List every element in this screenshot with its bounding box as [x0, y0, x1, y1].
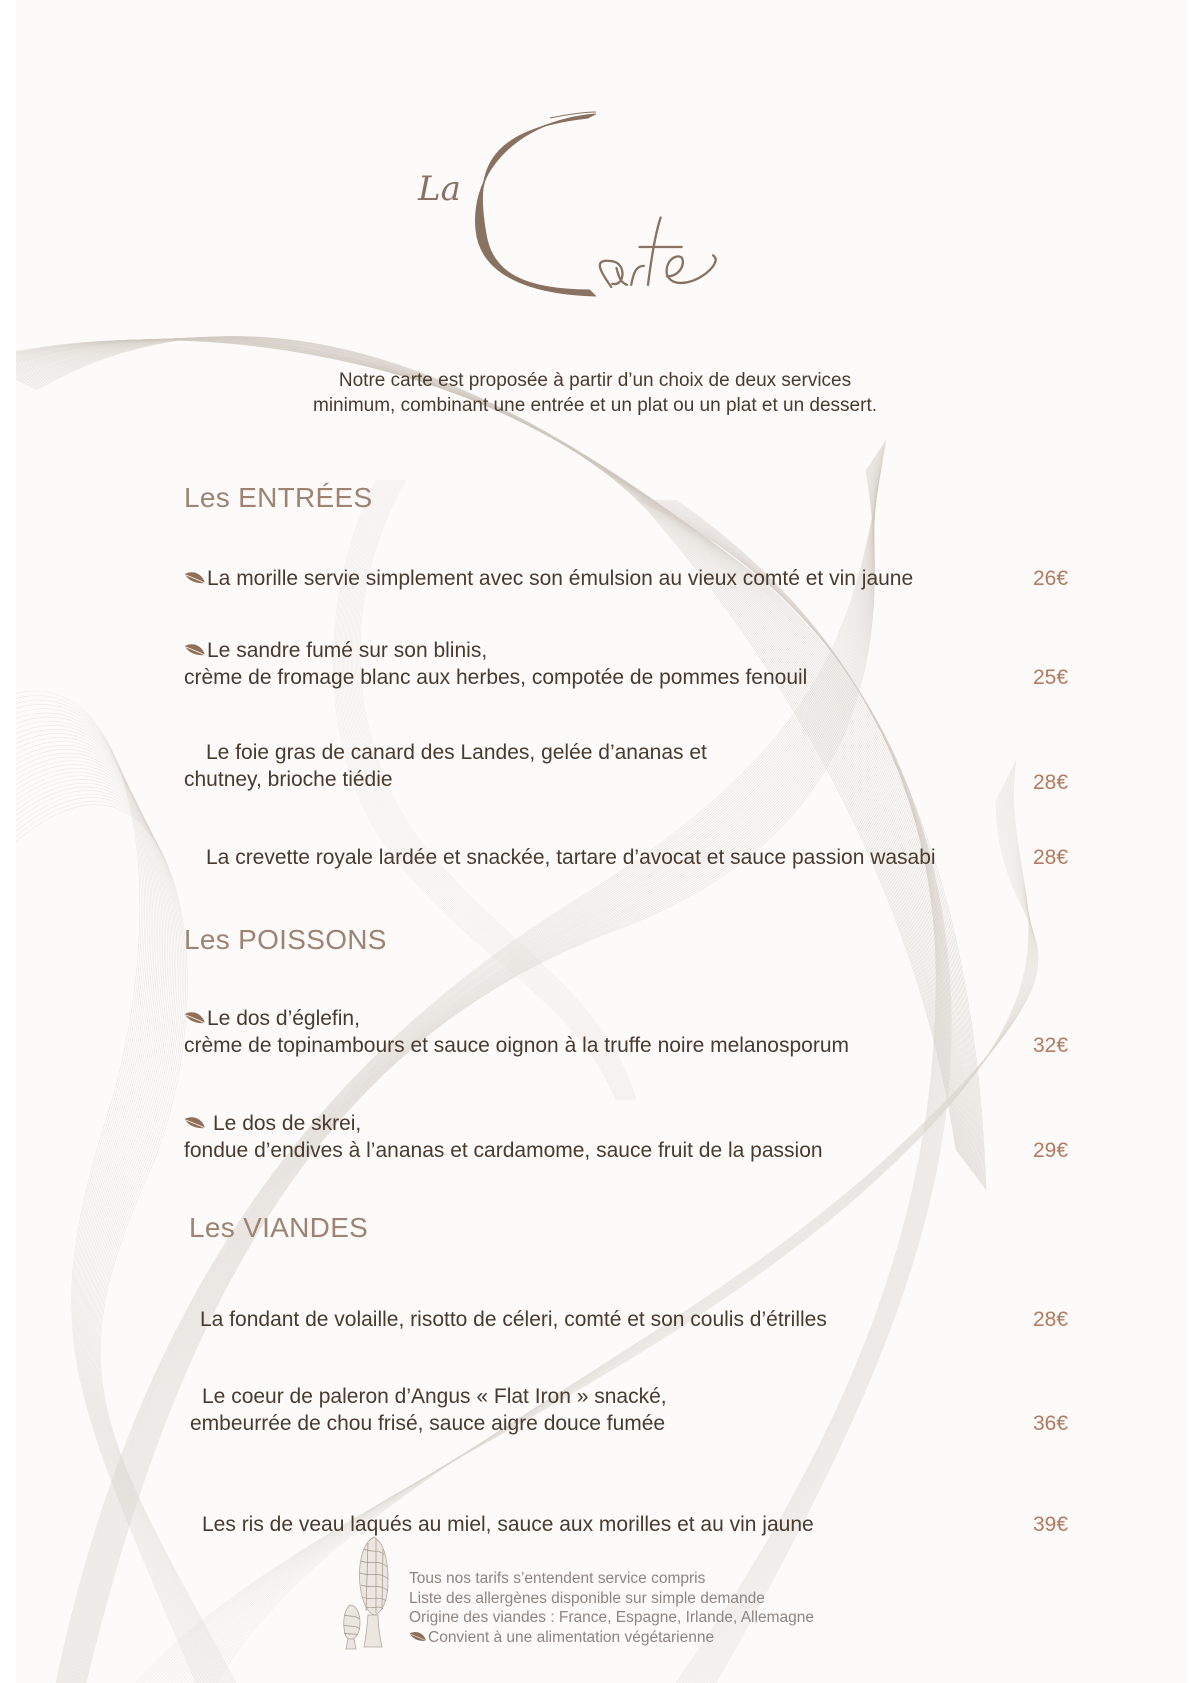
- footer-line-allergens: Liste des allergènes disponible sur simple demande: [409, 1589, 765, 1607]
- intro-line-2: minimum, combinant une entrée et un plat ou un plat et un dessert.: [313, 395, 877, 416]
- item-name: La crevette royale lardée et snackée, tartare d’avocat et sauce passion wasabi: [206, 846, 936, 869]
- item-name: La fondant de volaille, risotto de céleri, comté et son coulis d’étrilles: [200, 1308, 827, 1331]
- item-name: Le foie gras de canard des Landes, gelée d’ananas et: [206, 741, 707, 764]
- item-price: 39€: [1033, 1513, 1069, 1536]
- section-title-viandes: Les VIANDES: [189, 1212, 369, 1243]
- item-name: Le coeur de paleron d’Angus « Flat Iron » snacké,: [202, 1385, 667, 1408]
- item-name: Le dos d’églefin,: [207, 1007, 360, 1030]
- item-description: crème de fromage blanc aux herbes, compotée de pommes fenouil: [184, 666, 808, 689]
- menu-item: [184, 565, 913, 592]
- item-price: 28€: [1033, 1308, 1069, 1331]
- intro-line-1: Notre carte est proposée à partir d’un choix de deux services: [338, 370, 852, 391]
- footer-line-vegetarian: Convient à une alimentation végétarienne: [428, 1628, 715, 1646]
- item-price: 32€: [1033, 1034, 1069, 1057]
- leaf-icon: [184, 567, 206, 583]
- menu-item: [184, 739, 707, 793]
- item-price: 25€: [1033, 666, 1069, 689]
- footer-notes: [409, 1569, 814, 1647]
- menu-item: [184, 637, 807, 691]
- item-price: 28€: [1033, 846, 1069, 869]
- leaf-icon: [184, 1007, 206, 1023]
- menu-item: [184, 1110, 823, 1164]
- footer-line-origin: Origine des viandes : France, Espagne, Irlande, Allemagne: [409, 1609, 814, 1626]
- section-title-entrees: Les ENTRÉES: [184, 482, 373, 513]
- title-logo: [400, 100, 740, 330]
- item-name: Les ris de veau laqués au miel, sauce aux morilles et au vin jaune: [202, 1513, 814, 1536]
- morel-icon: [338, 1535, 402, 1655]
- item-price: 28€: [1033, 771, 1069, 794]
- leaf-icon: [184, 639, 206, 655]
- title-small: La: [418, 169, 461, 209]
- menu-item: [190, 1383, 667, 1437]
- footer-line-service: Tous nos tarifs s’entendent service compris: [409, 1570, 706, 1587]
- leaf-icon: [184, 1112, 206, 1128]
- leaf-icon: [409, 1630, 427, 1643]
- item-description: chutney, brioche tiédie: [184, 768, 393, 791]
- item-name: Le dos de skrei,: [213, 1112, 362, 1135]
- item-description: crème de topinambours et sauce oignon à la truffe noire melanosporum: [184, 1034, 849, 1057]
- menu-item: [202, 1511, 814, 1538]
- menu-item: [184, 1005, 849, 1059]
- menu-item: [200, 1306, 827, 1333]
- item-price: 29€: [1033, 1139, 1069, 1162]
- intro-text: [0, 368, 1190, 418]
- item-description: fondue d’endives à l’ananas et cardamome, sauce fruit de la passion: [184, 1139, 823, 1162]
- item-name: Le sandre fumé sur son blinis,: [207, 639, 488, 662]
- section-title-poissons: Les POISSONS: [184, 924, 387, 955]
- item-price: 36€: [1033, 1412, 1069, 1435]
- menu-item: [206, 844, 936, 871]
- item-description: embeurrée de chou frisé, sauce aigre douce fumée: [190, 1412, 666, 1435]
- item-name: La morille servie simplement avec son émulsion au vieux comté et vin jaune: [207, 567, 914, 590]
- item-price: 26€: [1033, 567, 1069, 590]
